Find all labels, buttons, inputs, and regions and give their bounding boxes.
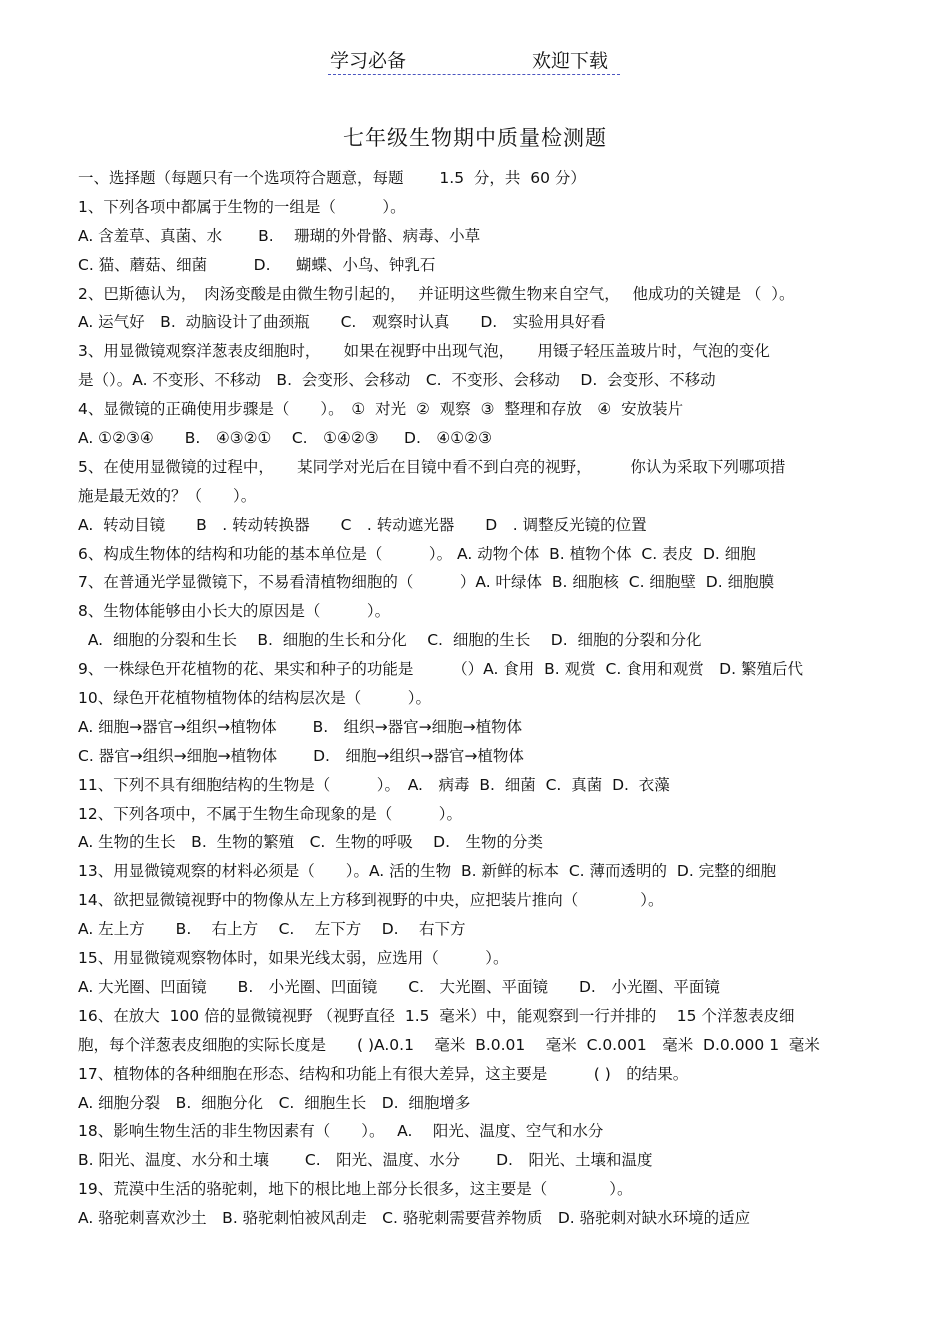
text-line: 一、选择题（每题只有一个选项符合题意，每题 1.5 分，共 60 分） — [78, 169, 586, 187]
text-line: C. 猫、蘑菇、细菌 D. 蝴蝶、小鸟、钟乳石 — [78, 255, 436, 274]
text-line: A. 生物的生长 B. 生物的繁殖 C. 生物的呼吸 D. 生物的分类 — [78, 833, 543, 852]
text-line: 14、欲把显微镜视野中的物像从左上方移到视野的中央，应把装片推向（ ）。 — [78, 891, 664, 910]
text-line: 19、荒漠中生活的骆驼刺，地下的根比地上部分长很多，这主要是（ ）。 — [78, 1180, 633, 1199]
text-line: 13、用显微镜观察的材料必须是（ ）。A. 活的生物 B. 新鲜的标本 C. 薄而透明的 D. 完整的细胞 — [78, 862, 777, 881]
text-line: 6、构成生物体的结构和功能的基本单位是（ ）。 A. 动物个体 B. 植物个体 C. 表皮 D. 细胞 — [78, 544, 756, 563]
text-line: 3、用显微镜观察洋葱表皮细胞时， 如果在视野中出现气泡， 用镊子轻压盖玻片时，气泡的变化 — [78, 342, 770, 361]
text-line: 2、巴斯德认为， 肉汤变酸是由微生物引起的， 并证明这些微生物来自空气， 他成功的关键是 （ ）。 — [78, 284, 795, 303]
text-line: 10、绿色开花植物植物体的结构层次是（ ）。 — [78, 689, 431, 708]
text-line: A. 细胞分裂 B. 细胞分化 C. 细胞生长 D. 细胞增多 — [78, 1093, 471, 1112]
text-line: 施是最无效的？（ ）。 — [78, 486, 257, 505]
text-line: 15、用显微镜观察物体时，如果光线太弱，应选用（ ）。 — [78, 949, 509, 968]
text-line: 是（）。A. 不变形、不移动 B. 会变形、会移动 C. 不变形、会移动 D. 会变形、不移动 — [78, 371, 716, 390]
text-line: A. 细胞的分裂和生长 B. 细胞的生长和分化 C. 细胞的生长 D. 细胞的分裂和分化 — [78, 631, 702, 650]
page-header — [328, 46, 620, 75]
question-list — [78, 164, 878, 1233]
text-line: A. 大光圈、凹面镜 B. 小光圈、凹面镜 C. 大光圈、平面镜 D. 小光圈、平面镜 — [78, 977, 720, 996]
text-line: A. 骆驼刺喜欢沙土 B. 骆驼刺怕被风刮走 C. 骆驼刺需要营养物质 D. 骆驼刺对缺水环境的适应 — [78, 1209, 751, 1228]
text-line: 12、下列各项中，不属于生物生命现象的是（ ）。 — [78, 804, 462, 823]
text-line: A. ①②③④ B. ④③②① C. ①④②③ D. ④①②③ — [78, 429, 492, 448]
text-line: A. 含羞草、真菌、水 B. 珊瑚的外骨骼、病毒、小草 — [78, 226, 481, 245]
header-left-text: 学习必备 — [330, 50, 407, 72]
text-line: 17、植物体的各种细胞在形态、结构和功能上有很大差异，这主要是 ( ) 的结果。 — [78, 1064, 689, 1083]
header-right-text: 欢迎下载 — [532, 50, 609, 72]
document-title: 七年级生物期中质量检测题 — [343, 126, 607, 150]
text-line: 16、在放大 100 倍的显微镜视野 （视野直径 1.5 毫米）中，能观察到一行并排的 15 个洋葱表皮细 — [78, 1006, 795, 1025]
text-line: 18、影响生物生活的非生物因素有（ ）。 A. 阳光、温度、空气和水分 — [78, 1122, 604, 1141]
text-line: 胞，每个洋葱表皮细胞的实际长度是 ( )A.0.1 毫米 B.0.01 毫米 C.0.001 毫米 D.0.000 1 毫米 — [78, 1035, 820, 1054]
text-line: A. 运气好 B. 动脑设计了曲颈瓶 C. 观察时认真 D. 实验用具好看 — [78, 313, 606, 332]
text-line: 8、生物体能够由小长大的原因是（ ）。 — [78, 602, 391, 621]
text-line: B. 阳光、温度、水分和土壤 C. 阳光、温度、水分 D. 阳光、土壤和温度 — [78, 1151, 653, 1170]
text-line: A. 左上方 B. 右上方 C. 左下方 D. 右下方 — [78, 920, 466, 939]
text-line: 7、在普通光学显微镜下，不易看清植物细胞的（ ）A. 叶绿体 B. 细胞核 C. 细胞壁 D. 细胞膜 — [78, 573, 775, 592]
text-line: A. 转动目镜 B . 转动转换器 C . 转动遮光器 D . 调整反光镜的位置 — [78, 515, 647, 534]
text-line: C. 器官→组织→细胞→植物体 D. 细胞→组织→器官→植物体 — [78, 746, 524, 765]
text-line: 9、一株绿色开花植物的花、果实和种子的功能是 （）A. 食用 B. 观赏 C. 食用和观赏 D. 繁殖后代 — [78, 660, 803, 679]
text-line: A. 细胞→器官→组织→植物体 B. 组织→器官→细胞→植物体 — [78, 717, 523, 736]
text-line: 5、在使用显微镜的过程中， 某同学对光后在目镜中看不到白亮的视野， 你认为采取下列哪项措 — [78, 457, 786, 476]
text-line: 11、下列不具有细胞结构的生物是（ ）。 A. 病毒 B. 细菌 C. 真菌 D. 衣藻 — [78, 775, 670, 794]
text-line: 1、下列各项中都属于生物的一组是（ ）。 — [78, 197, 406, 216]
text-line: 4、显微镜的正确使用步骤是（ ）。 ① 对光 ② 观察 ③ 整理和存放 ④ 安放装片 — [78, 400, 684, 419]
